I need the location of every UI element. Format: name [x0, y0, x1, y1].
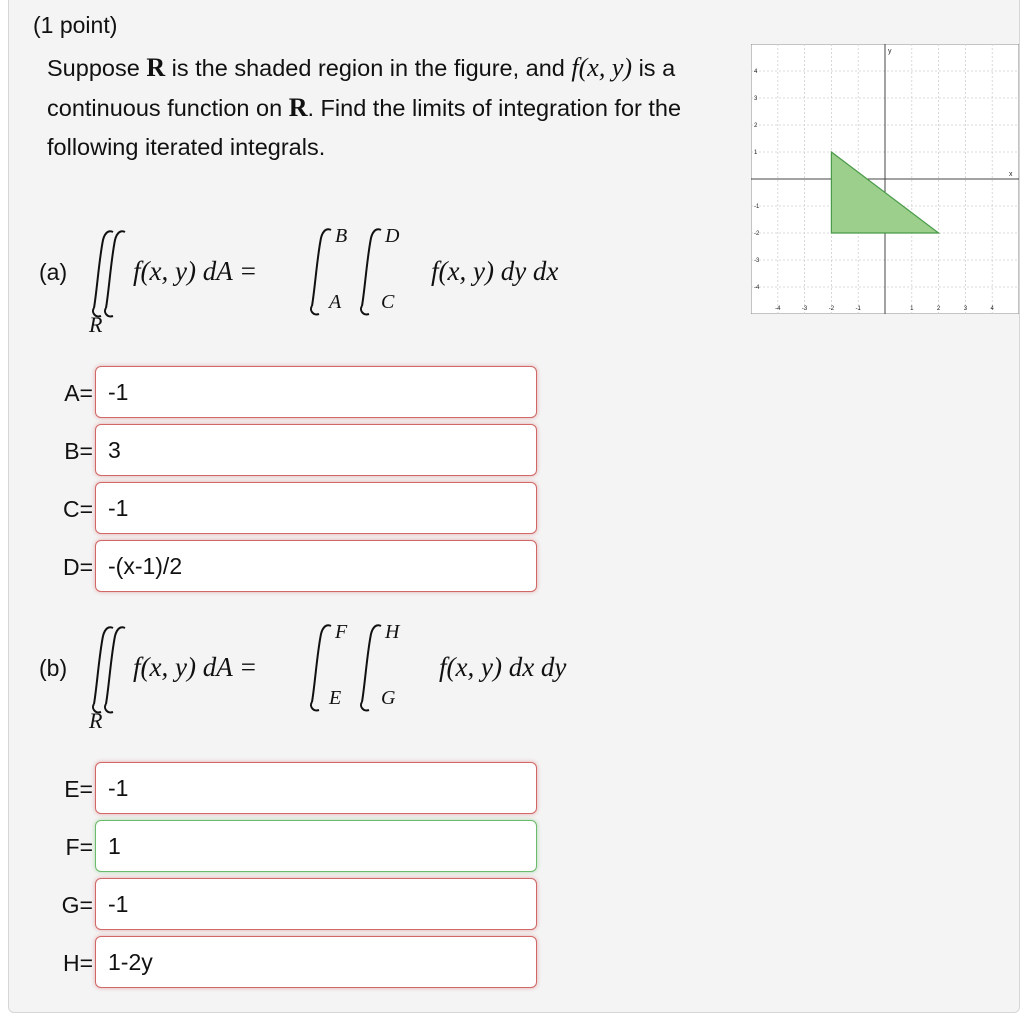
field-label-e: E= — [64, 776, 93, 802]
x-tick-label: 2 — [936, 306, 941, 312]
x-axis-label: x — [1009, 171, 1013, 178]
y-tick-label: 2 — [754, 123, 758, 129]
answer-input-b[interactable] — [95, 424, 537, 476]
answer-input-g[interactable] — [95, 878, 537, 930]
answer-input-h[interactable] — [95, 936, 537, 988]
y-tick-label: -1 — [754, 204, 760, 210]
problem-prompt — [47, 48, 687, 167]
x-tick-label: -2 — [828, 306, 835, 312]
x-tick-label: -4 — [775, 306, 781, 312]
y-tick-label: -3 — [754, 258, 760, 264]
function-symbol: f — [571, 53, 579, 82]
part-a-lower-outer: A — [329, 291, 342, 313]
x-tick-label: 1 — [910, 306, 914, 312]
part-b-equation — [79, 616, 639, 741]
y-tick-label: -2 — [754, 231, 760, 237]
part-a-lower-inner: C — [381, 291, 395, 313]
part-b-upper-inner: H — [385, 621, 400, 643]
answer-input-a[interactable] — [95, 366, 537, 418]
y-tick-label: 1 — [754, 150, 758, 156]
y-tick-label: 3 — [754, 96, 758, 102]
x-tick-label: 4 — [990, 306, 994, 312]
part-b-lower-inner: G — [381, 687, 396, 709]
answer-input-c[interactable] — [95, 482, 537, 534]
part-a-rhs: f(x, y) dy dx — [431, 256, 559, 286]
problem-panel — [8, 0, 1020, 1013]
part-b-region: R — [89, 708, 103, 733]
y-tick-label: -4 — [754, 285, 760, 291]
field-label-h: H= — [62, 950, 93, 976]
y-tick-label: 4 — [754, 69, 758, 75]
prompt-text-3: is a continuous function on — [47, 55, 676, 121]
x-tick-label: 3 — [963, 306, 968, 312]
region-symbol-2: R — [288, 93, 308, 122]
part-a-upper-outer: B — [335, 225, 348, 247]
answer-input-e[interactable] — [95, 762, 537, 814]
part-a-equation — [79, 220, 639, 345]
function-args: (x, y) — [578, 53, 633, 82]
field-label-c: C= — [62, 496, 93, 522]
field-label-a: A= — [64, 380, 93, 406]
part-b-upper-outer: F — [335, 621, 348, 643]
part-a-label: (a) — [39, 259, 68, 285]
part-b-lower-outer: E — [329, 687, 342, 709]
x-tick-label: -3 — [801, 306, 808, 312]
answer-input-d[interactable] — [95, 540, 537, 592]
part-b-rhs: f(x, y) dx dy — [439, 652, 567, 682]
field-label-g: G= — [61, 892, 93, 918]
region-graph — [751, 44, 1019, 314]
x-tick-label: -1 — [855, 306, 861, 312]
y-axis-label: y — [888, 48, 892, 55]
answer-input-f[interactable] — [95, 820, 537, 872]
part-a-integrand: f(x, y) dA = — [133, 256, 258, 286]
region-symbol: R — [146, 53, 166, 82]
field-label-f: F= — [65, 834, 93, 860]
part-b-integrand: f(x, y) dA = — [133, 652, 258, 682]
point-value: (1 point) — [33, 12, 118, 38]
field-label-d: D= — [62, 554, 93, 580]
part-b-label: (b) — [39, 655, 68, 681]
prompt-text-2: is the shaded region in the figure, and — [165, 55, 572, 81]
part-a-upper-inner: D — [385, 225, 400, 247]
prompt-text-4: . Find the limits of integration for the following iterated integrals. — [47, 95, 682, 160]
field-label-b: B= — [64, 438, 93, 464]
part-a-region: R — [89, 312, 103, 337]
prompt-text-1: Suppose — [47, 55, 147, 81]
